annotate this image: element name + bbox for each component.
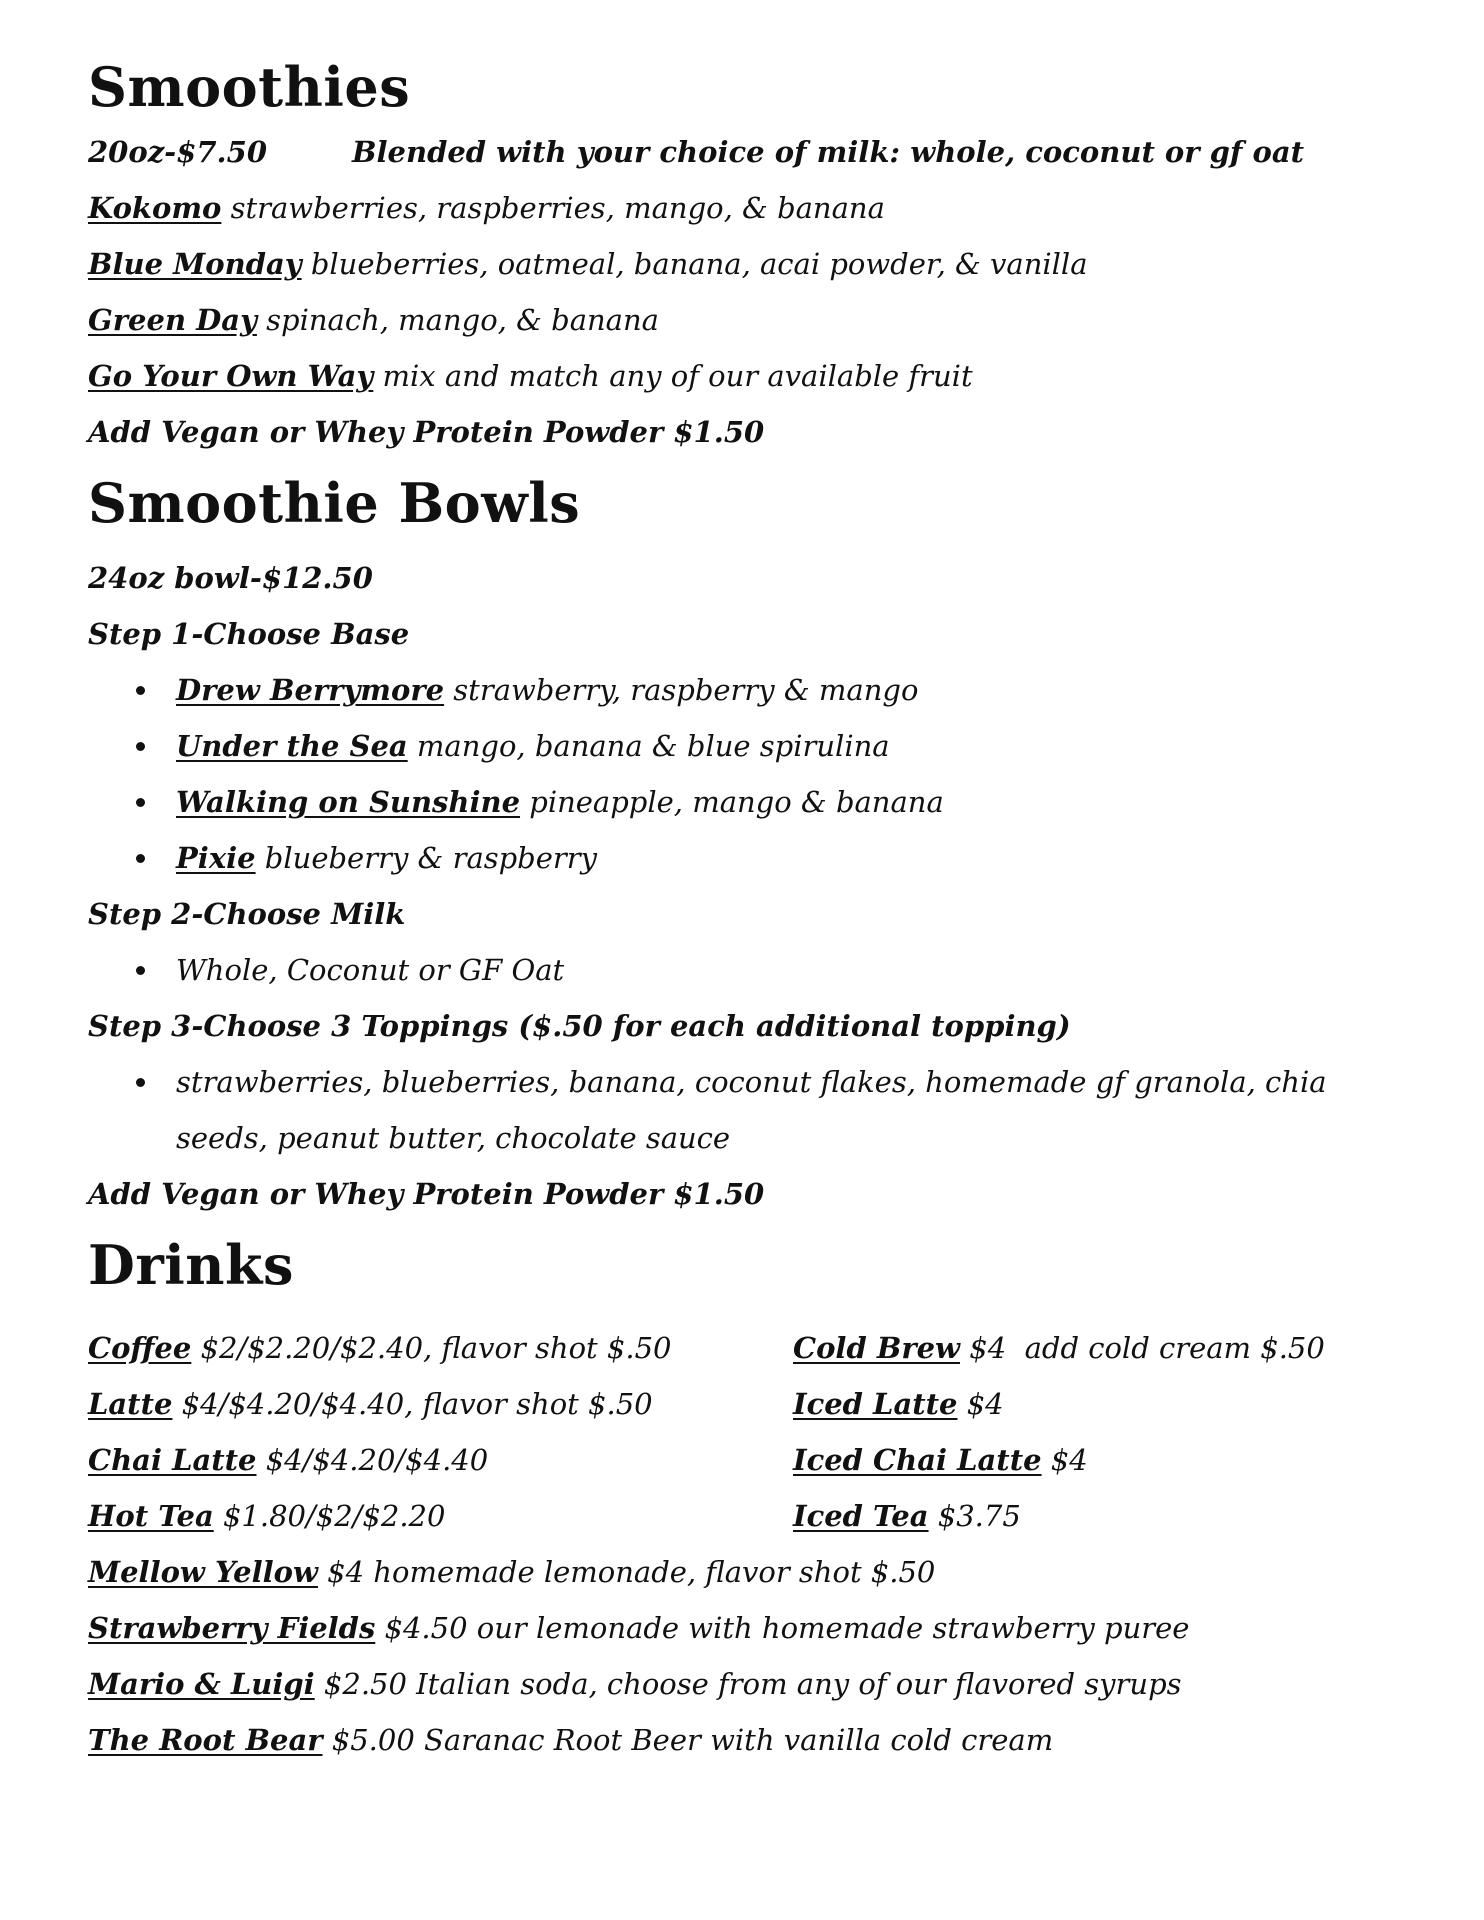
- smoothies-addon: Add Vegan or Whey Protein Powder $1.50: [88, 415, 765, 449]
- drink-item: [88, 1488, 793, 1544]
- bowl-base-desc: pineapple, mango & banana: [520, 785, 944, 819]
- drink-name: Mario & Luigi: [88, 1667, 315, 1701]
- drink-specials: [88, 1544, 1418, 1768]
- drink-special-item: [88, 1600, 1418, 1656]
- smoothie-name: Go Your Own Way: [88, 359, 374, 393]
- smoothie-desc: blueberries, oatmeal, banana, acai powder, & vanilla: [301, 247, 1088, 281]
- smoothies-heading: Smoothies: [88, 55, 411, 119]
- smoothie-item: [88, 292, 1418, 348]
- smoothies-section: [88, 124, 1418, 460]
- bowl-base-desc: blueberry & raspberry: [255, 841, 598, 875]
- drink-name: Hot Tea: [88, 1499, 214, 1533]
- bowls-step1: Step 1-Choose Base: [88, 617, 410, 651]
- drink-desc: $4.50 our lemonade with homemade strawberry puree: [375, 1611, 1190, 1645]
- drink-name: Iced Tea: [793, 1499, 929, 1533]
- smoothie-desc: spinach, mango, & banana: [256, 303, 659, 337]
- drink-name: Coffee: [88, 1331, 192, 1365]
- bowl-base-item: [176, 718, 1418, 774]
- smoothies-size-line: [88, 124, 1418, 180]
- bowl-milk-list: [88, 942, 1418, 998]
- smoothie-name: Blue Monday: [88, 247, 302, 281]
- bowl-base-name: Drew Berrymore: [176, 673, 445, 707]
- bowls-step2: Step 2-Choose Milk: [88, 897, 406, 931]
- drink-name: Iced Latte: [793, 1387, 958, 1421]
- smoothie-desc: mix and match any of our available fruit: [373, 359, 973, 393]
- drink-desc: $1.80/$2/$2.20: [213, 1499, 446, 1533]
- smoothie-item: [88, 236, 1418, 292]
- drink-item: [793, 1320, 1413, 1376]
- drink-name: Cold Brew: [793, 1331, 961, 1365]
- bowl-toppings: strawberries, blueberries, banana, coconut flakes, homemade gf granola, chia seeds, peanut butter, chocolate sauce: [176, 1054, 1376, 1166]
- drink-item: [793, 1488, 1413, 1544]
- bowl-base-item: [176, 830, 1418, 886]
- smoothie-name: Kokomo: [88, 191, 222, 225]
- drink-desc: $2/$2.20/$2.40, flavor shot $.50: [191, 1331, 672, 1365]
- drink-desc: $3.75: [928, 1499, 1021, 1533]
- drink-name: Chai Latte: [88, 1443, 257, 1477]
- drink-item: [88, 1432, 793, 1488]
- bowl-base-item: [176, 662, 1418, 718]
- bowl-milk-options: Whole, Coconut or GF Oat: [176, 942, 1418, 998]
- bowls-section: [88, 550, 1418, 1222]
- drink-name: Strawberry Fields: [88, 1611, 376, 1645]
- bowl-base-item: [176, 774, 1418, 830]
- smoothie-name: Green Day: [88, 303, 257, 337]
- bowls-heading: Smoothie Bowls: [88, 471, 581, 535]
- drink-special-item: [88, 1544, 1418, 1600]
- bowl-base-list: [88, 662, 1418, 886]
- drink-special-item: [88, 1712, 1418, 1768]
- drink-name: The Root Bear: [88, 1723, 323, 1757]
- drink-desc: $4/$4.20/$4.40, flavor shot $.50: [172, 1387, 653, 1421]
- drink-desc: $5.00 Saranac Root Beer with vanilla cold cream: [322, 1723, 1054, 1757]
- bowl-base-desc: strawberry, raspberry & mango: [444, 673, 919, 707]
- bowl-base-name: Pixie: [176, 841, 256, 875]
- smoothies-size-price: 20oz-$7.50: [88, 135, 268, 169]
- bowl-base-name: Under the Sea: [176, 729, 408, 763]
- bowl-base-name: Walking on Sunshine: [176, 785, 521, 819]
- drink-item: [88, 1320, 793, 1376]
- drink-desc: $4: [1041, 1443, 1088, 1477]
- smoothies-blend-note: Blended with your choice of milk: whole, coconut or gf oat: [352, 135, 1305, 169]
- drink-desc: $2.50 Italian soda, choose from any of our flavored syrups: [314, 1667, 1182, 1701]
- smoothie-item: [88, 180, 1418, 236]
- drink-special-item: [88, 1656, 1418, 1712]
- drink-item: [793, 1432, 1413, 1488]
- drink-name: Mellow Yellow: [88, 1555, 318, 1589]
- drink-name: Iced Chai Latte: [793, 1443, 1042, 1477]
- bowls-size-price: 24oz bowl-$12.50: [88, 561, 373, 595]
- bowl-base-desc: mango, banana & blue spirulina: [407, 729, 890, 763]
- bowls-step3: Step 3-Choose 3 Toppings ($.50 for each additional topping): [88, 1009, 1071, 1043]
- drink-desc: $4: [957, 1387, 1004, 1421]
- menu-page: [88, 52, 1418, 1768]
- drink-item: [793, 1376, 1413, 1432]
- bowl-toppings-list: [88, 1054, 1418, 1166]
- smoothie-item: [88, 348, 1418, 404]
- drink-item: [88, 1376, 793, 1432]
- drinks-grid: [88, 1320, 1418, 1544]
- drink-desc: $4 homemade lemonade, flavor shot $.50: [317, 1555, 936, 1589]
- drink-desc: $4/$4.20/$4.40: [256, 1443, 489, 1477]
- drink-desc: $4 add cold cream $.50: [960, 1331, 1325, 1365]
- smoothie-desc: strawberries, raspberries, mango, & banana: [221, 191, 885, 225]
- bowls-addon: Add Vegan or Whey Protein Powder $1.50: [88, 1177, 765, 1211]
- drink-name: Latte: [88, 1387, 173, 1421]
- drinks-heading: Drinks: [88, 1233, 294, 1297]
